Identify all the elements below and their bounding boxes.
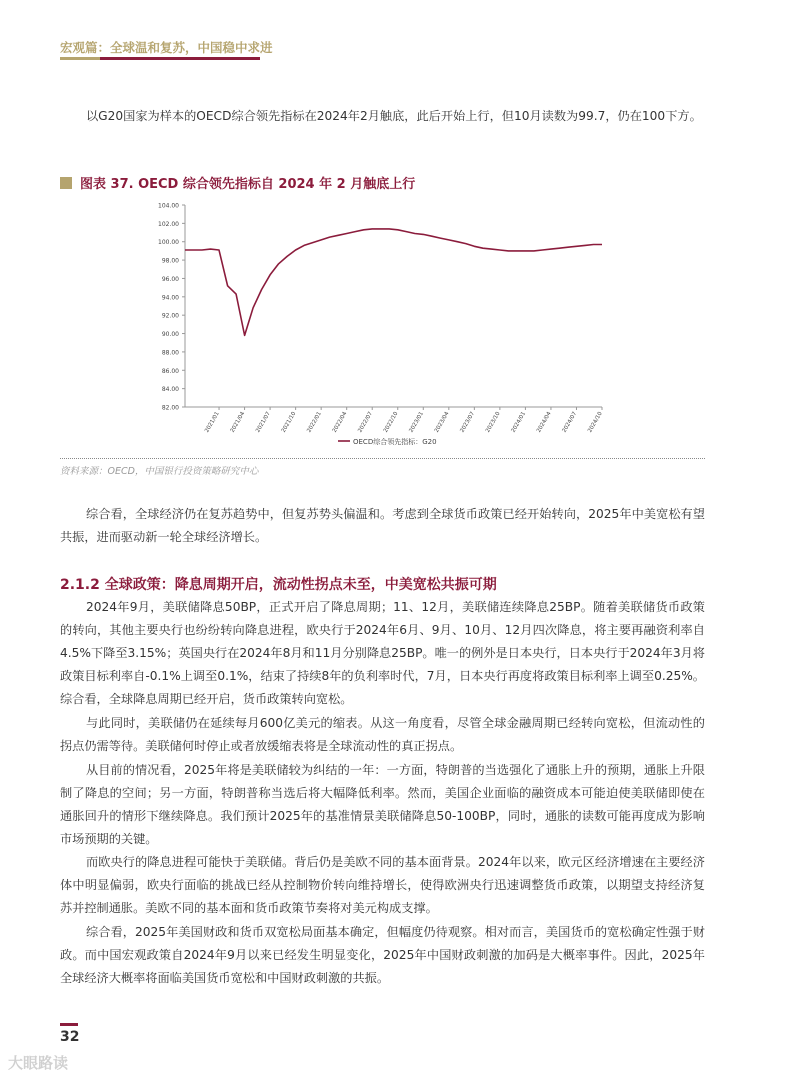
- x-tick-label: 2023/01: [408, 411, 426, 434]
- header-rule-gold: [60, 57, 100, 60]
- y-tick-label: 92.00: [161, 312, 179, 320]
- figure-marker-square: [60, 177, 72, 189]
- y-tick-label: 104.00: [158, 202, 179, 210]
- x-tick-label: 2024/10: [587, 411, 604, 434]
- y-tick-label: 98.00: [161, 257, 179, 265]
- x-tick-label: 2022/04: [331, 411, 349, 434]
- x-tick-label: 2022/01: [306, 411, 323, 434]
- paragraph-1: 以G20国家为样本的OECD综合领先指标在2024年2月触底，此后开始上行，但10月读数为99.7，仍在100下方。: [86, 109, 702, 123]
- y-tick-label: 88.00: [161, 349, 179, 357]
- x-tick-label: 2023/04: [433, 411, 451, 434]
- y-tick-label: 82.00: [161, 404, 179, 412]
- oecd-line-chart: [140, 196, 620, 454]
- x-tick-label: 2024/01: [510, 411, 528, 434]
- figure-divider: [60, 458, 705, 459]
- section-title: 2.1.2 全球政策：降息周期开启，流动性拐点未至，中美宽松共振可期: [60, 577, 497, 593]
- x-tick-label: 2024/07: [561, 411, 579, 434]
- y-tick-label: 96.00: [161, 275, 179, 283]
- paragraph-2: 综合看，全球经济仍在复苏趋势中，但复苏势头偏温和。考虑到全球货币政策已经开始转向，2025年中美宽松有望共振，进而驱动新一轮全球经济增长。: [60, 507, 705, 544]
- paragraph-5: 从目前的情况看，2025年将是美联储较为纠结的一年：一方面，特朗普的当选强化了通胀上升的预期，通胀上升限制了降息的空间；另一方面，特朗普称当选后将大幅降低利率。然而，美国企业面临的融资成本可能迫使美联储即使在通胀回升的情形下继续降息。我们预计2025年的基准情景美联储降息50-100BP，同时，通胀的读数可能再度成为影响市场预期的关键。: [60, 763, 705, 846]
- x-tick-label: 2023/07: [459, 411, 477, 434]
- x-tick-label: 2021/04: [229, 411, 247, 434]
- paragraph-6: 而欧央行的降息进程可能快于美联储。背后仍是美欧不同的基本面背景。2024年以来，欧元区经济增速在主要经济体中明显偏弱，欧央行面临的挑战已经从控制物价转向维持增长，使得欧洲央行迅速调整货币政策，以期望支持经济复苏并控制通胀。美欧不同的基本面和货币政策节奏将对美元构成支撑。: [60, 855, 705, 915]
- paragraph-7: 综合看，2025年美国财政和货币双宽松局面基本确定，但幅度仍待观察。相对而言，美国货币的宽松确定性强于财政。而中国宏观政策自2024年9月以来已经发生明显变化，2025年中国财政刺激的加码是大概率事件。因此，2025年全球经济大概率将面临美国货币宽松和中国财政刺激的共振。: [60, 925, 705, 985]
- page-number-rule: [60, 1023, 78, 1026]
- x-tick-label: 2024/04: [536, 411, 553, 434]
- watermark: 大眼路读: [8, 1054, 69, 1072]
- figure-title: [60, 173, 415, 192]
- y-tick-label: 94.00: [161, 294, 179, 302]
- y-tick-label: 84.00: [161, 386, 179, 394]
- y-tick-label: 90.00: [161, 331, 179, 339]
- legend-label: OECD综合领先指标：G20: [353, 438, 437, 446]
- x-tick-label: 2021/07: [255, 411, 272, 434]
- page-number: 32: [60, 1029, 80, 1045]
- y-tick-label: 100.00: [158, 239, 179, 247]
- header-rule-red: [100, 57, 260, 60]
- x-tick-label: 2021/01: [204, 411, 221, 434]
- paragraph-4: 与此同时，美联储仍在延续每月600亿美元的缩表。从这一角度看，尽管全球金融周期已经转向宽松，但流动性的拐点仍需等待。美联储何时停止或者放缓缩表将是全球流动性的真正拐点。: [60, 716, 705, 753]
- y-tick-label: 102.00: [158, 220, 179, 228]
- running-header: 宏观篇：全球温和复苏，中国稳中求进: [60, 40, 273, 55]
- figure-source: 资料来源：OECD，中国银行投资策略研究中心: [60, 466, 259, 477]
- x-tick-label: 2022/10: [382, 411, 400, 434]
- x-tick-label: 2022/07: [357, 411, 374, 434]
- y-tick-label: 86.00: [161, 367, 179, 375]
- x-tick-label: 2021/10: [280, 411, 298, 434]
- figure-title-text: 图表 37. OECD 综合领先指标自 2024 年 2 月触底上行: [80, 177, 416, 192]
- series-line-oecd-g20: [185, 229, 602, 336]
- paragraph-3: 2024年9月，美联储降息50BP，正式开启了降息周期；11、12月，美联储连续降息25BP。随着美联储货币政策的转向，其他主要央行也纷纷转向降息进程，欧央行于2024年6月、9月、10月、12月四次降息，将主要再融资利率自4.5%下降至3.15%；英国央行在2024年8月和11月分别降息25BP。唯一的例外是日本央行，日本央行于2024年3月将政策目标利率自-0.1%上调至0.1%，结束了持续8年的负利率时代，7月，日本央行再度将政策目标利率上调至0.25%。综合看，全球降息周期已经开启，货币政策转向宽松。: [60, 600, 705, 706]
- x-tick-label: 2023/10: [484, 411, 502, 434]
